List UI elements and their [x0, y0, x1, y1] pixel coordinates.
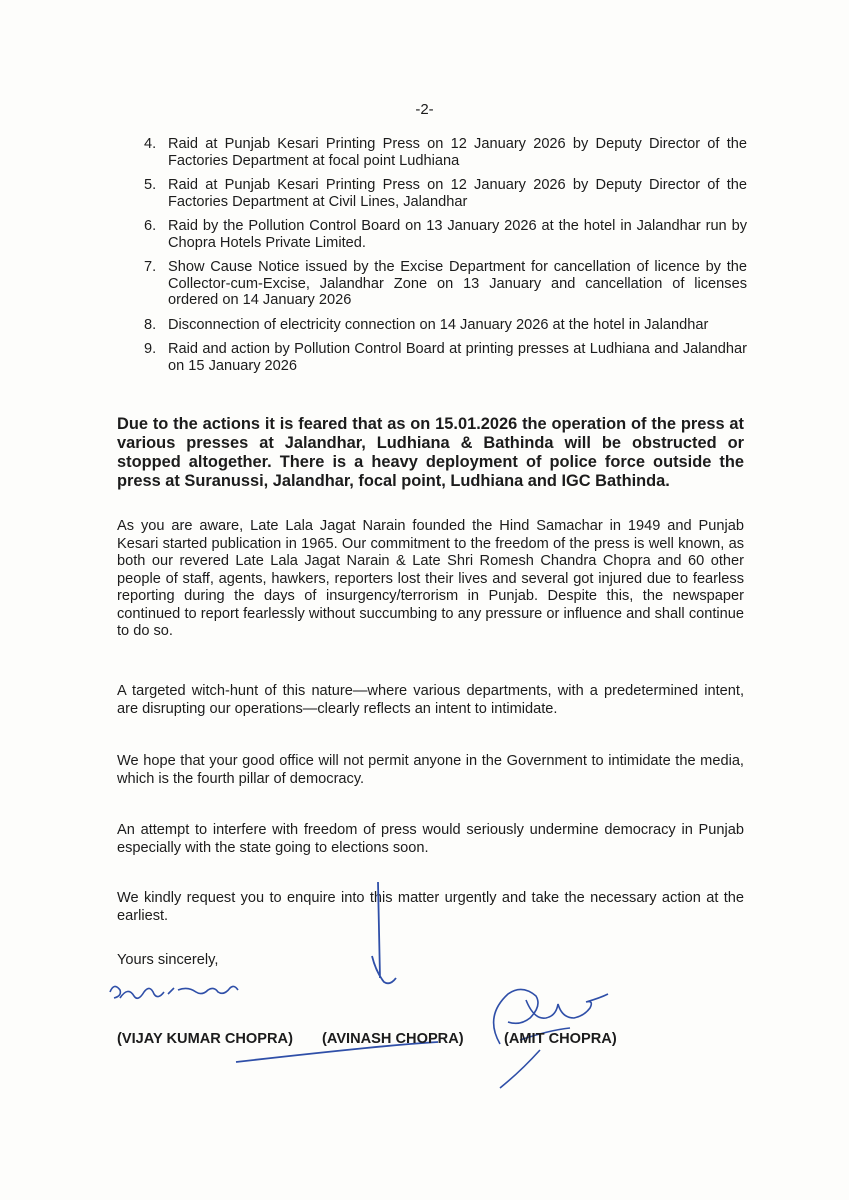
list-item: [132, 177, 747, 210]
witch-hunt-paragraph: A targeted witch-hunt of this nature—where various departments, with a predetermined intent, are disrupting our operations—clearly reflects an intent to intimidate.: [117, 683, 744, 717]
list-item: [132, 259, 747, 309]
good-office-paragraph: We hope that your good office will not permit anyone in the Government to intimidate the media, which is the fourth pillar of democracy.: [117, 753, 744, 787]
democracy-paragraph: An attempt to interfere with freedom of press would seriously undermine democracy in Punjab especially with the state going to elections soon.: [117, 822, 744, 856]
list-number: 5.: [144, 177, 157, 193]
signatory-avinash: (AVINASH CHOPRA): [322, 1031, 464, 1047]
list-number: 7.: [144, 259, 157, 275]
signatory-amit: (AMIT CHOPRA): [504, 1031, 617, 1047]
list-text: Raid by the Pollution Control Board on 13 January 2026 at the hotel in Jalandhar run by Chopra Hotels Private Limited.: [168, 218, 747, 251]
list-item: [132, 341, 747, 374]
list-number: 9.: [144, 341, 157, 357]
closing-salutation: Yours sincerely,: [117, 952, 219, 968]
list-item: [132, 317, 747, 334]
list-text: Raid and action by Pollution Control Board at printing presses at Ludhiana and Jalandhar on 15 January 2026: [168, 341, 747, 374]
list-text: Raid at Punjab Kesari Printing Press on 12 January 2026 by Deputy Director of the Factories Department at focal point Ludhiana: [168, 136, 747, 169]
list-text: Disconnection of electricity connection on 14 January 2026 at the hotel in Jalandhar: [168, 316, 709, 333]
list-item: [132, 136, 747, 169]
signature-vijay: [110, 986, 238, 998]
signatory-vijay: (VIJAY KUMAR CHOPRA): [117, 1031, 293, 1047]
list-number: 4.: [144, 136, 157, 152]
list-text: Show Cause Notice issued by the Excise Department for cancellation of licence by the Collector-cum-Excise, Jalandhar Zone on 13 January and cancellation of licenses ordered on 14 January 2026: [168, 259, 747, 308]
warning-paragraph: Due to the actions it is feared that as on 15.01.2026 the operation of the press at various presses at Jalandhar, Ludhiana & Bathinda will be obstructed or stopped altogether. There is a heavy deployment of police force outside the press at Suranussi, Jalandhar, focal point, Ludhiana and IGC Bathinda.: [117, 415, 744, 490]
list-number: 8.: [144, 316, 157, 333]
list-text: Raid at Punjab Kesari Printing Press on 12 January 2026 by Deputy Director of the Factories Department at Civil Lines, Jalandhar: [168, 177, 747, 210]
actions-list: [132, 136, 747, 382]
history-paragraph: As you are aware, Late Lala Jagat Narain founded the Hind Samachar in 1949 and Punjab Kesari started publication in 1965. Our commitment to the freedom of the press is well known, as both our revered Late Lala Jagat Narain & Late Shri Romesh Chandra Chopra and 60 other people of staff, agents, hawkers, reporters lost their lives and several got injured due to fearless reporting during the days of insurgency/terrorism in Punjab. Despite this, the newspaper continued to report fearlessly without succumbing to any pressure or influence and shall continue to do so.: [117, 518, 744, 639]
request-paragraph: We kindly request you to enquire into this matter urgently and take the necessary action at the earliest.: [117, 890, 744, 924]
page-number: -2-: [415, 101, 434, 118]
list-item: [132, 218, 747, 251]
list-number: 6.: [144, 218, 157, 234]
